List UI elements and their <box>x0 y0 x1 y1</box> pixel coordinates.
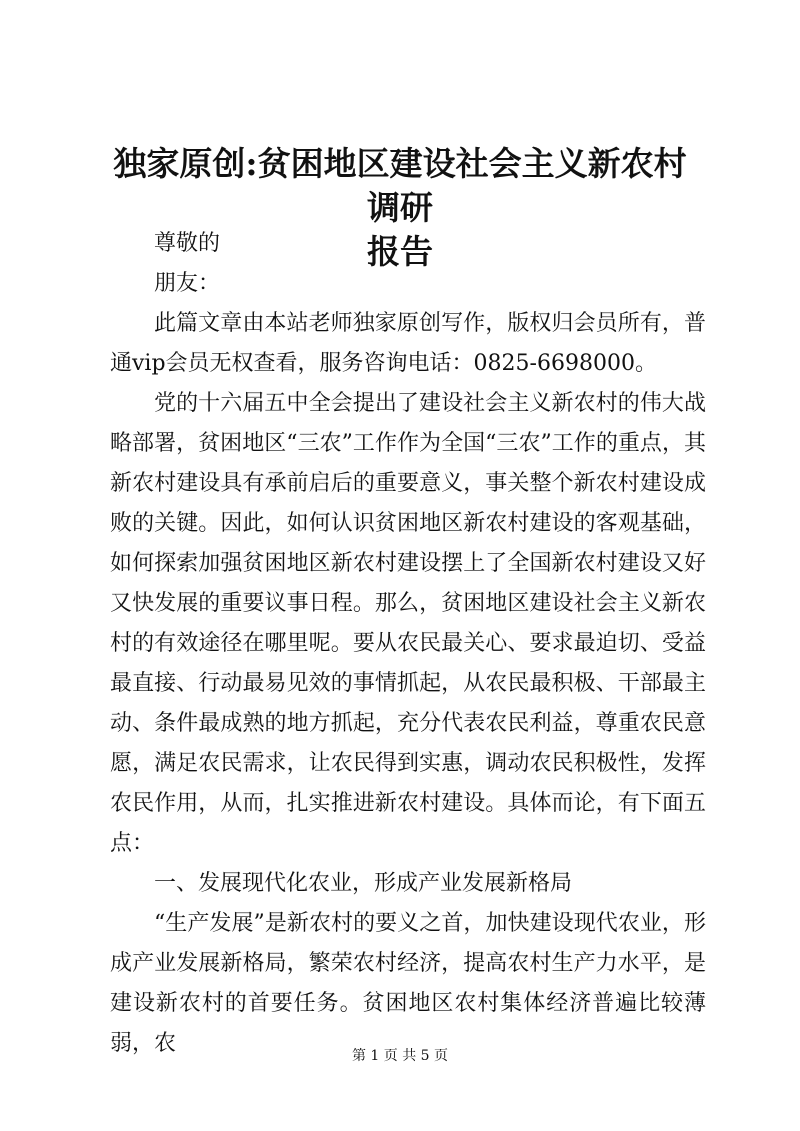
section-1-paragraph: “生产发展”是新农村的要义之首，加快建设现代农业，形成产业发展新格局，繁荣农村经济，提高农村生产力水平，是建设新农村的首要任务。贫困地区农村集体经济普遍比较薄弱，农 <box>110 911 706 1056</box>
salutation-line-1: 尊敬的 <box>154 231 221 256</box>
page-number-footer: 第 1 页 共 5 页 <box>351 1048 449 1064</box>
title-line-2: 报告 <box>367 232 433 271</box>
section-heading-1: 一、发展现代化农业，形成产业发展新格局 <box>154 871 573 896</box>
salutation-line-2: 朋友： <box>154 271 221 296</box>
document-body <box>110 224 706 1064</box>
title-line-1: 独家原创:贫困地区建设社会主义新农村调研 <box>113 144 687 227</box>
introduction-paragraph: 党的十六届五中全会提出了建设社会主义新农村的伟大战略部署，贫困地区“三农”工作作为全国“三农”工作的重点，其新农村建设具有承前启后的重要意义，事关整个新农村建设成败的关键。因此，如何认识贫困地区新农村建设的客观基础，如何探索加强贫困地区新农村建设摆上了全国新农村建设又好又快发展的重要议事日程。那么，贫困地区建设社会主义新农村的有效途径在哪里呢。要从农民最关心、要求最迫切、受益最直接、行动最易见效的事情抓起，从农民最积极、干部最主动、条件最成熟的地方抓起，充分代表农民利益，尊重农民意愿，满足农民需求，让农民得到实惠，调动农民积极性，发挥农民作用，从而，扎实推进新农村建设。具体而论，有下面五点： <box>110 391 706 856</box>
copyright-notice-paragraph: 此篇文章由本站老师独家原创写作，版权归会员所有，普通vip会员无权查看，服务咨询电话：0825-6698000。 <box>110 311 706 376</box>
